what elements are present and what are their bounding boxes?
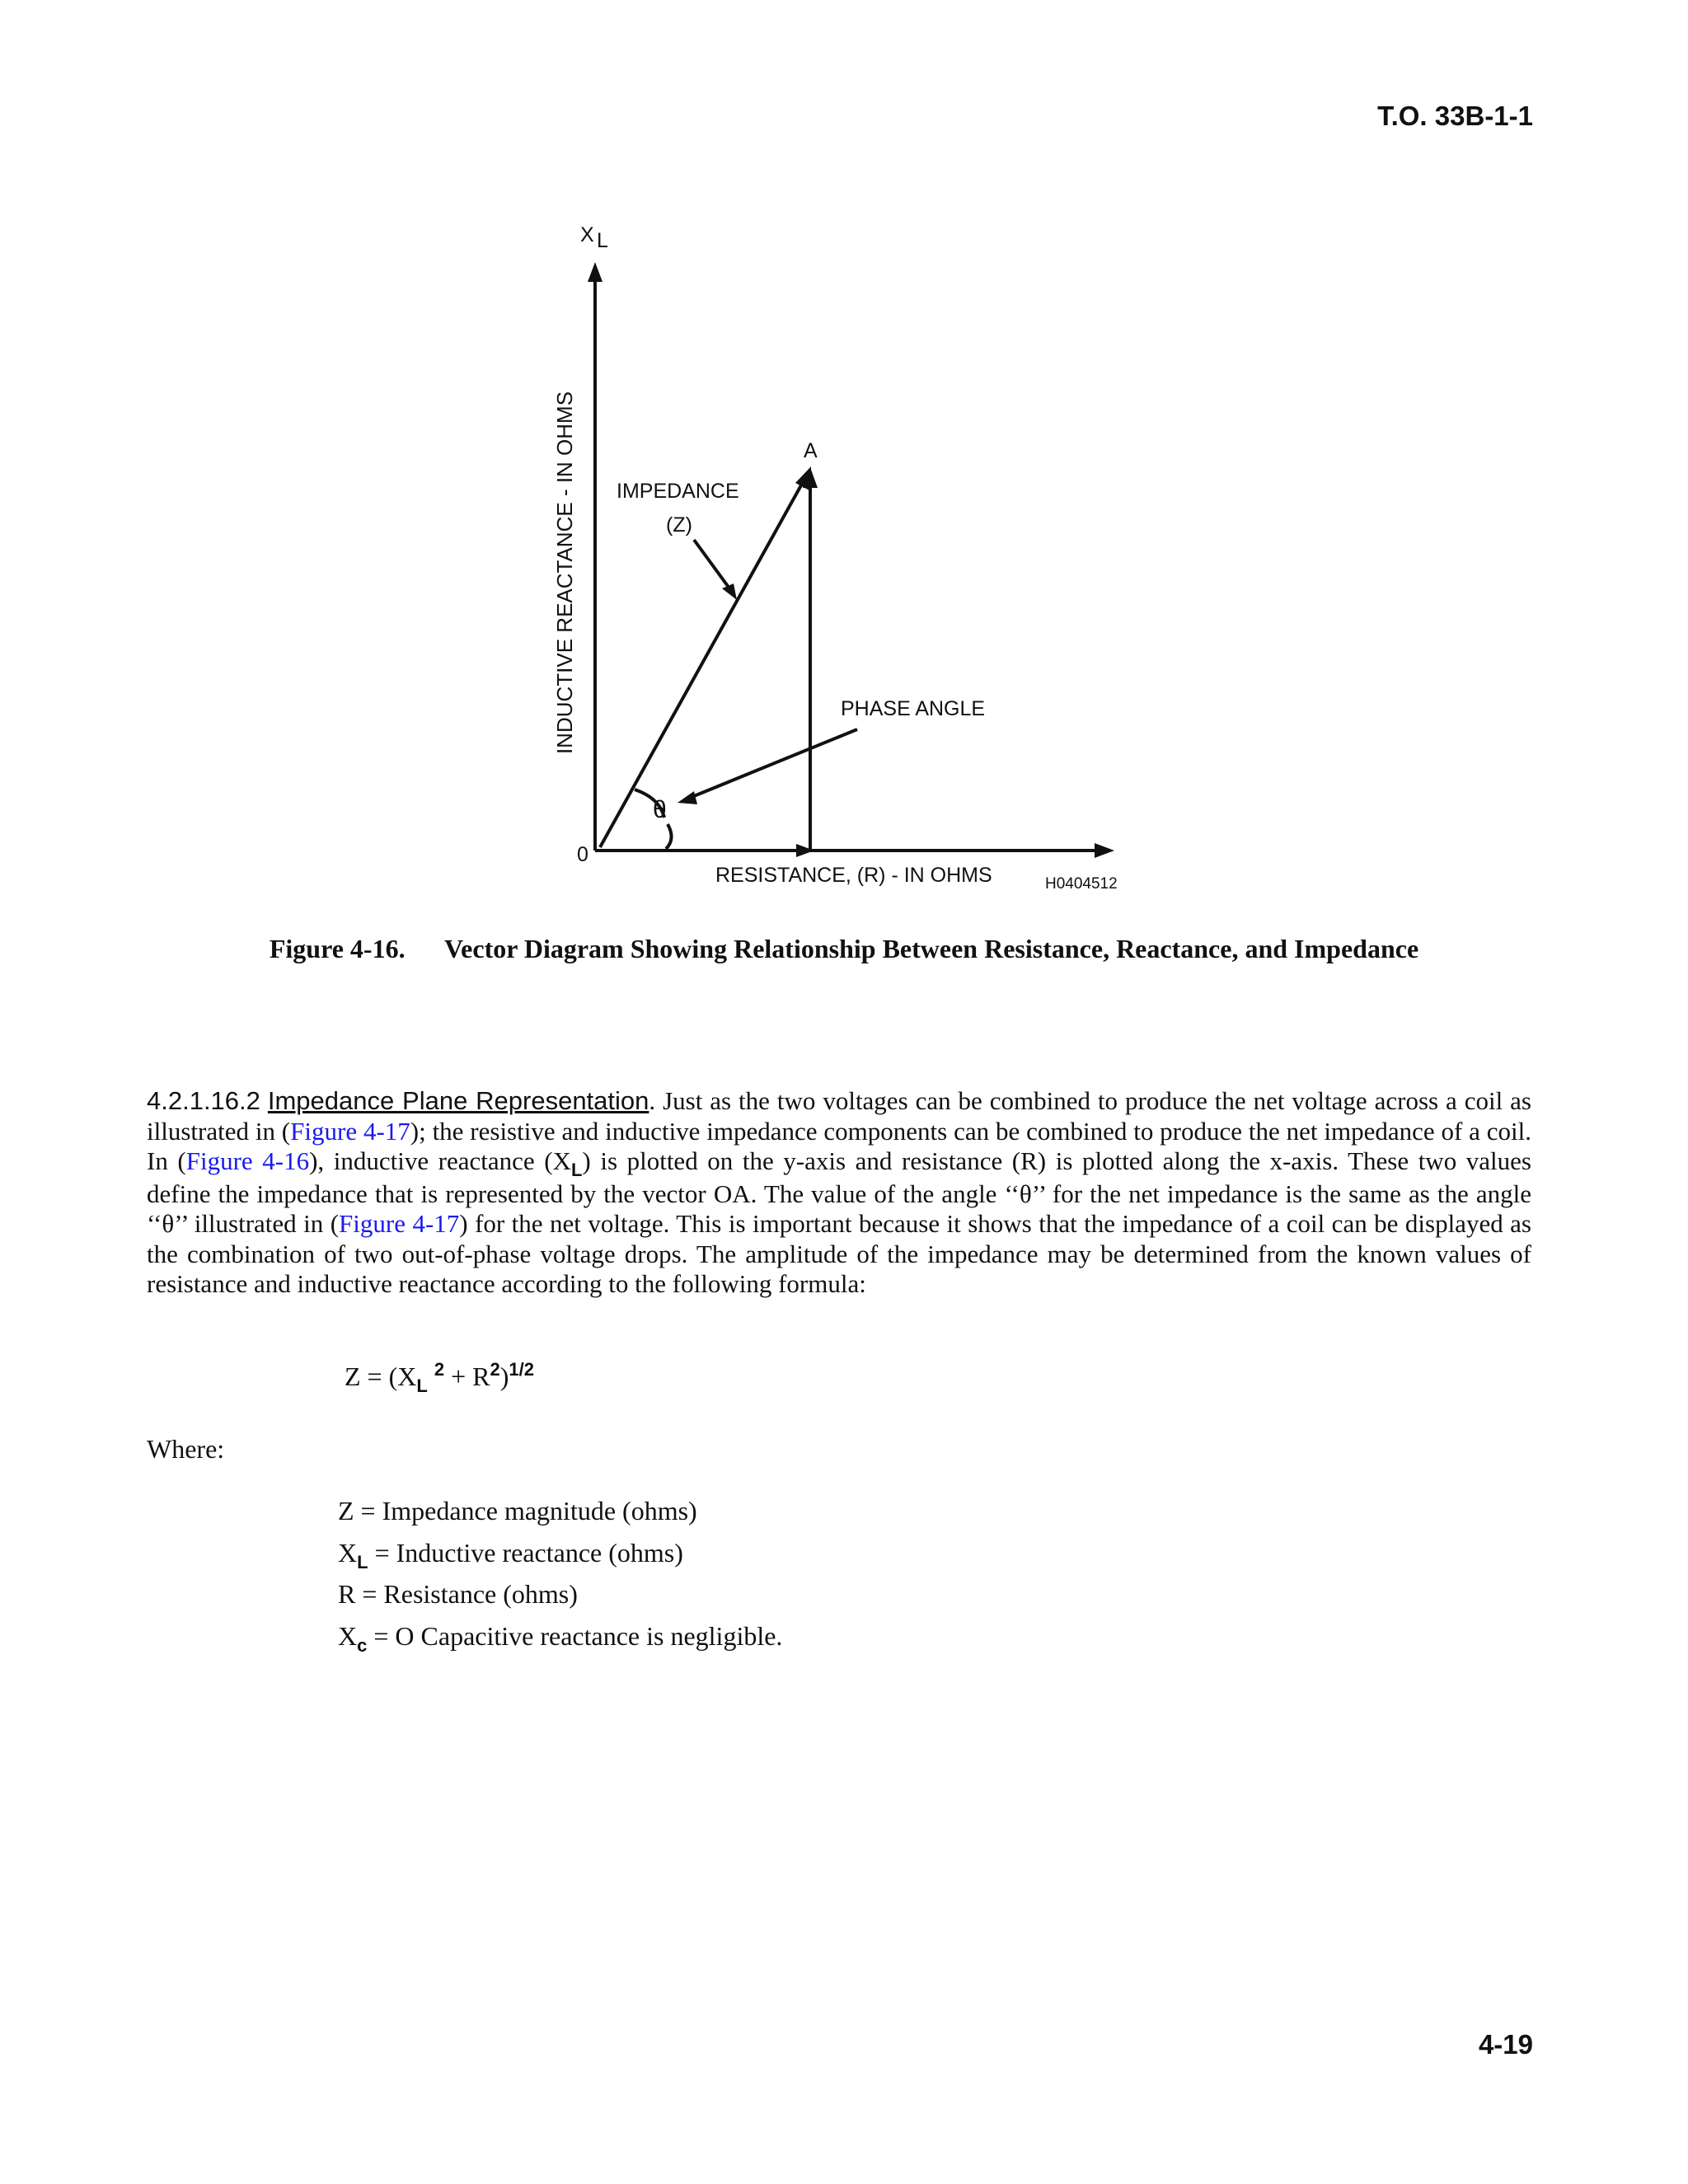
impedance-formula: $Z = (X_L$ $^2 + R^2)^{1/2}$ [345,1359,534,1396]
point-a-label: A [804,439,818,462]
definition-item: $X_c = O$ Capacitive reactance is negligible. [338,1620,783,1656]
figure-number: Figure 4-16. [269,934,406,963]
document-id: T.O. 33B-1-1 [1377,101,1533,131]
section-title: Impedance Plane Representation [267,1086,649,1115]
origin-label: 0 [577,843,588,866]
figure-4-17-link[interactable]: Figure 4-17 [290,1116,410,1146]
phase-angle-leader-arrowhead [678,791,697,804]
figure-title: Vector Diagram Showing Relationship Between Resistance, Reactance, and Impedance [443,934,1419,963]
para-text-1: . Just as the two voltages can be combined to produce the net voltage across a coil as illustrated in ( [147,1086,1531,1146]
theta-symbol: θ [653,796,667,823]
para-text-3: ), inductive reactance (X [309,1146,571,1175]
impedance-leader-line [694,540,732,592]
y-axis-symbol: X [580,223,594,246]
figure-4-17-link-2[interactable]: Figure 4-17 [339,1209,460,1238]
vector-diagram [0,0,1688,907]
impedance-label: IMPEDANCE [617,480,739,503]
para-text-4: ) is plotted on the y-axis and resistance (R) is plotted along the x-axis. These two values define the impedance that is represented by the vector OA. The value of the angle ‘‘θ’’ for the net impedance is the same as the angle ‘‘θ’’ illustrated in ( [147,1146,1531,1238]
figure-caption [0,934,1688,964]
angle-arc-lower [666,824,672,849]
body-paragraph [147,1086,1531,1300]
y-axis-arrowhead [588,262,603,282]
definitions-list [338,1492,782,1658]
definition-item: Z = Impedance magnitude (ohms) [338,1496,697,1526]
definition-item: $X_L$ = Inductive reactance (ohms) [338,1537,683,1572]
definition-item: R = Resistance (ohms) [338,1579,578,1609]
para-text-5: ) for the net voltage. This is important because it shows that the impedance of a coil can be displayed as the combination of two out-of-phase voltage drops. The amplitude of the impedance may be determined from the known values of resistance and inductive reactance according to the following formula: [147,1209,1531,1298]
where-label: Where: [147,1434,225,1464]
y-axis-label: INDUCTIVE REACTANCE - IN OHMS [552,391,577,755]
impedance-symbol: (Z) [666,513,692,537]
figure-4-16-link[interactable]: Figure 4-16 [185,1146,310,1175]
phase-angle-label: PHASE ANGLE [841,697,986,720]
figure-code: H0404512 [1045,875,1118,893]
phase-angle-leader-line [686,729,857,799]
impedance-leader-arrowhead [722,583,737,600]
para-text-2: ); the resistive and inductive impedance components can be combined to produce the net impedance of a coil. In ( [147,1116,1532,1175]
para-subscript-l: L [570,1160,583,1180]
x-axis-arrowhead [1095,843,1114,858]
y-axis-symbol-sub: L [597,229,608,252]
x-axis-label: RESISTANCE, (R) - IN OHMS [715,864,992,887]
section-number: 4.2.1.16.2 [147,1086,260,1115]
page-number: 4-19 [1478,2029,1533,2060]
